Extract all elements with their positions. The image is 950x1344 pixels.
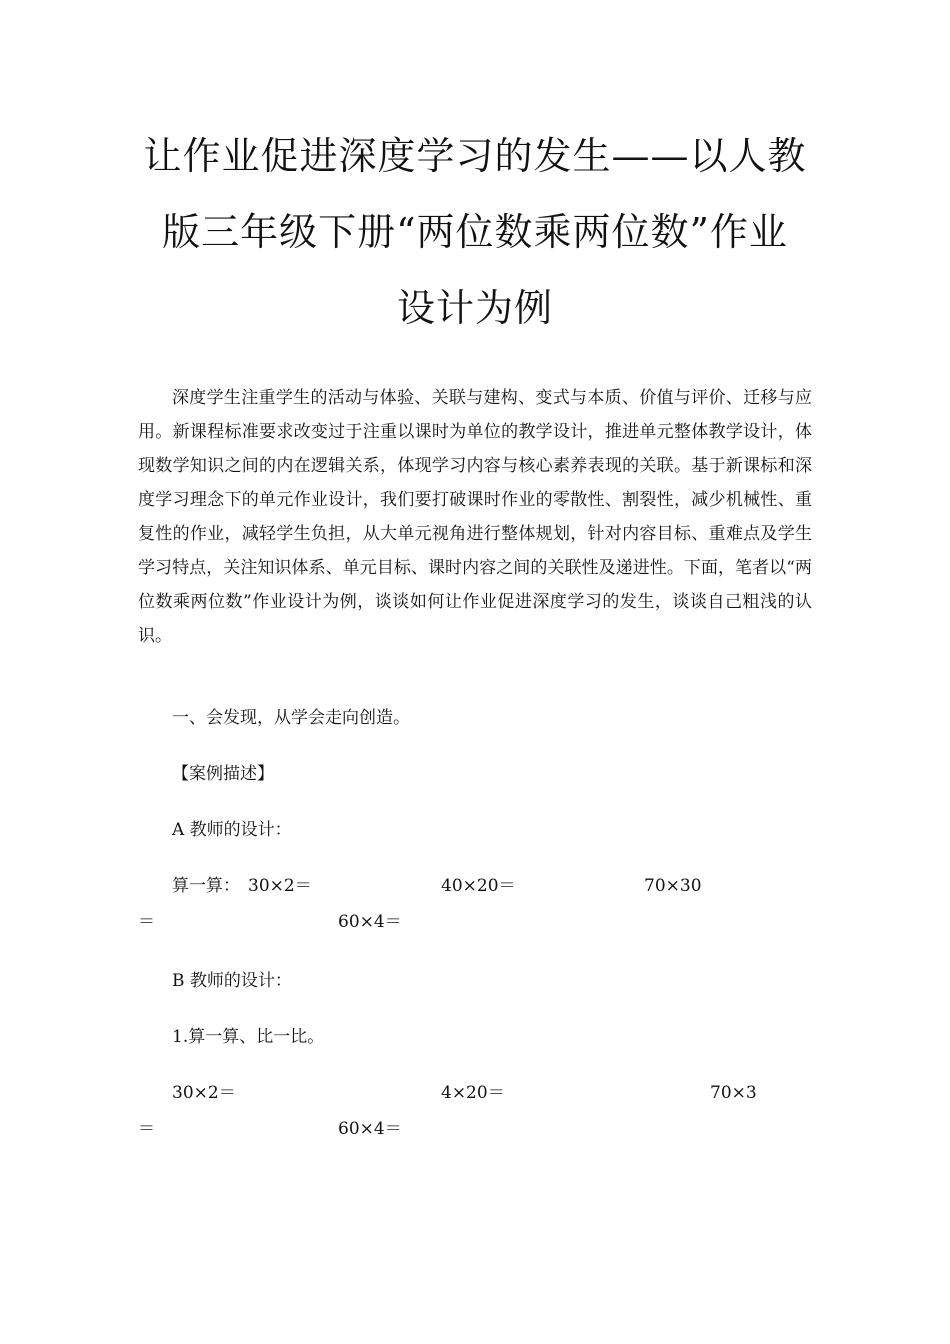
teacher-b-exercise-1: 30×2＝ — [172, 1083, 236, 1103]
teacher-a-prefix: 算一算： — [172, 876, 240, 896]
teacher-a-exercise-3: 70×30 — [644, 876, 702, 896]
teacher-a-label: A 教师的设计： — [172, 820, 292, 840]
teacher-b-exercise-2: 4×20＝ — [441, 1083, 505, 1103]
document-title — [138, 118, 812, 346]
section-heading: 一、会发现，从学会走向创造。 — [172, 708, 410, 728]
teacher-b-label: B 教师的设计： — [172, 971, 292, 991]
case-label: 【案例描述】 — [172, 764, 274, 784]
title-line-3: 设计为例 — [396, 286, 553, 330]
title-line-1: 让作业促进深度学习的发生——以人教 — [143, 134, 807, 178]
teacher-a-exercise-4: 60×4＝ — [338, 912, 402, 932]
teacher-a-exercise-2: 40×20＝ — [441, 876, 516, 896]
teacher-b-exercise-3-continued: ＝ — [138, 1119, 155, 1139]
teacher-b-exercise-4: 60×4＝ — [338, 1119, 402, 1139]
intro-paragraph: 深度学生注重学生的活动与体验、关联与建构、变式与本质、价值与评价、迁移与应用。新课程标准要求改变过于注重以课时为单位的教学设计，推进单元整体教学设计，体现数学知识之间的内在逻辑关系，体现学习内容与核心素养表现的关联。基于新课标和深度学习理念下的单元作业设计，我们要打破课时作业的零散性、割裂性，减少机械性、重复性的作业，减轻学生负担，从大单元视角进行整体规划，针对内容目标、重难点及学生学习特点，关注知识体系、单元目标、课时内容之间的关联性及递进性。下面，笔者以“两位数乘两位数”作业设计为例，谈谈如何让作业促进深度学习的发生，谈谈自己粗浅的认识。 — [138, 388, 812, 646]
teacher-b-exercise-3: 70×3 — [710, 1083, 757, 1103]
teacher-a-exercise-3-continued: ＝ — [138, 912, 155, 932]
title-line-2: 版三年级下册“两位数乘两位数”作业 — [162, 210, 788, 254]
teacher-a-exercise-1: 30×2＝ — [248, 876, 312, 896]
teacher-b-task: 1.算一算、比一比。 — [172, 1027, 325, 1047]
